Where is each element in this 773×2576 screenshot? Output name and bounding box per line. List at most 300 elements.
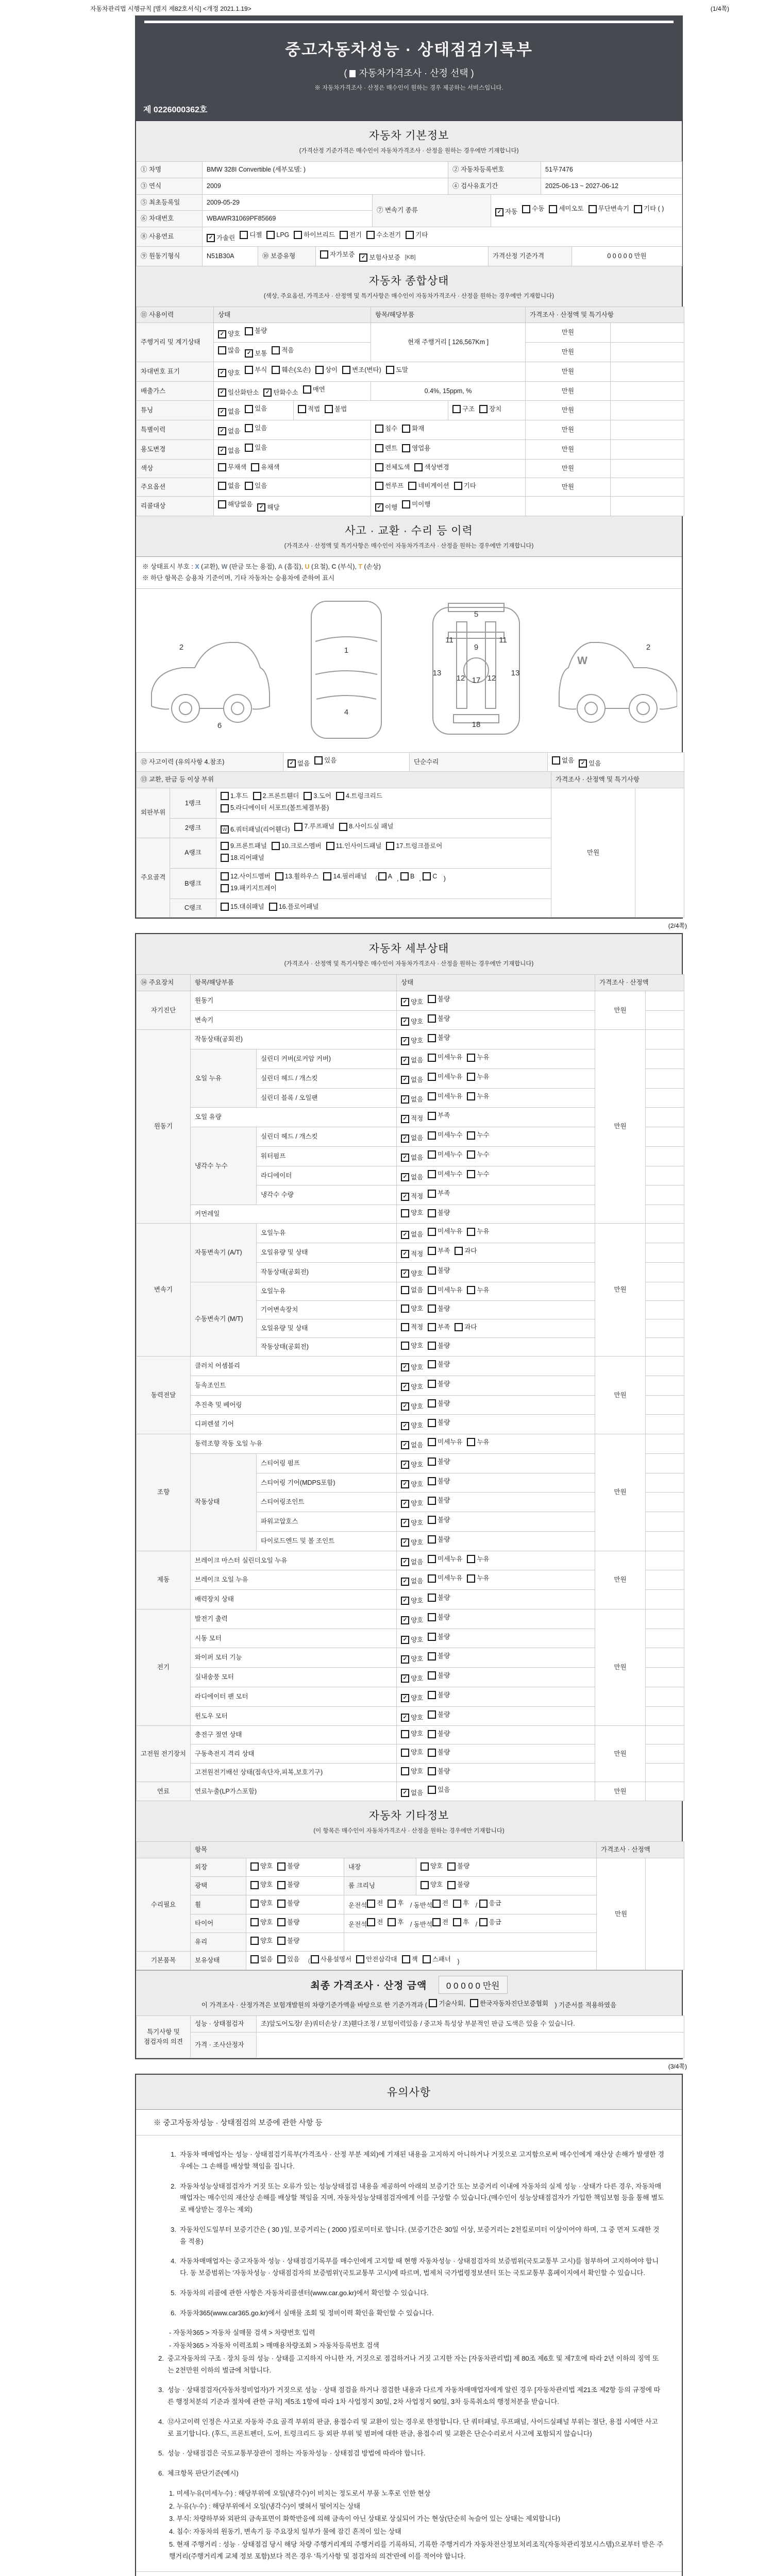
checkbox-option[interactable]	[467, 1092, 489, 1101]
checkbox-option[interactable]: ✓ 양호	[401, 1269, 423, 1279]
item-checks[interactable]	[246, 1895, 344, 1914]
checkbox-option[interactable]: ✓ 없음	[218, 446, 240, 456]
state-checks[interactable]	[397, 1453, 595, 1473]
checkbox-label: 한국자동차진단보증협회	[480, 1999, 548, 2007]
checkbox-option[interactable]	[275, 872, 319, 882]
checkbox-option[interactable]	[428, 1360, 450, 1369]
checkbox-option[interactable]: ✓ 가솔린	[207, 233, 235, 243]
transmission-type-options[interactable]	[491, 194, 682, 227]
checkbox-option[interactable]: ✓ 적정	[401, 1249, 423, 1259]
state-checks[interactable]	[397, 991, 595, 1010]
checkbox-option[interactable]: ✓ 양호	[401, 1713, 423, 1723]
checkbox-option[interactable]: ✓ 없음	[401, 1788, 423, 1798]
checkbox-option[interactable]	[467, 1130, 489, 1140]
checkbox-option[interactable]	[428, 1593, 450, 1603]
checkbox-option[interactable]	[400, 872, 414, 882]
checkbox-option[interactable]	[432, 1899, 448, 1908]
state-checks[interactable]	[397, 1493, 595, 1512]
part-label: 배력장치 상태	[191, 1590, 397, 1609]
checkbox-option[interactable]	[428, 1748, 450, 1757]
checkbox-option[interactable]	[470, 1998, 548, 2008]
checkbox-option[interactable]	[401, 1729, 423, 1739]
recall-checks[interactable]	[214, 496, 371, 516]
checkbox-option[interactable]: ✓ 양호	[401, 1616, 423, 1625]
checkbox-option[interactable]	[277, 1880, 299, 1890]
state-checks[interactable]	[397, 1127, 595, 1147]
checkbox-option[interactable]	[250, 1918, 273, 1927]
state-checks[interactable]	[397, 1088, 595, 1108]
checkbox-option[interactable]	[428, 1092, 462, 1101]
checkbox-option[interactable]	[522, 204, 544, 214]
warranty-type-options[interactable]: 자가보증 ✓ 보험사보증 [KB]	[316, 246, 489, 266]
emission-checks[interactable]	[214, 381, 371, 401]
state-checks[interactable]	[397, 1531, 595, 1551]
checkbox-option[interactable]	[428, 1014, 450, 1024]
checkbox-option[interactable]	[455, 1246, 477, 1256]
checkbox-option[interactable]	[250, 1899, 273, 1908]
checkbox-option[interactable]	[428, 1227, 462, 1236]
state-checks[interactable]	[397, 1166, 595, 1185]
checkbox-option[interactable]	[423, 872, 437, 882]
checkbox-option[interactable]: ✓ 양호	[401, 1654, 423, 1664]
special-history-detail-checks[interactable]	[371, 420, 526, 440]
checkbox-option[interactable]	[402, 424, 424, 434]
checkbox-option[interactable]	[245, 481, 267, 491]
checkbox-option[interactable]: ✓ 자동	[495, 207, 517, 217]
checkbox-option[interactable]: ✓ 일산화탄소	[218, 388, 259, 398]
state-checks[interactable]	[397, 1763, 595, 1782]
state-checks[interactable]	[397, 1395, 595, 1415]
checkbox-option[interactable]	[467, 1573, 489, 1583]
checkbox-option[interactable]	[432, 1918, 448, 1927]
checkbox-option[interactable]	[467, 1554, 489, 1564]
special-history-checks[interactable]	[214, 420, 371, 440]
checkbox-option[interactable]	[467, 1437, 489, 1447]
state-checks[interactable]	[397, 1415, 595, 1434]
checkbox-option[interactable]	[323, 872, 367, 882]
checkbox-option[interactable]	[266, 230, 289, 240]
checkbox-option[interactable]: ✓ 양호	[401, 1460, 423, 1470]
state-checks[interactable]	[397, 1300, 595, 1319]
checkbox-option[interactable]: ✓ 양호	[401, 1635, 423, 1645]
checkbox-option[interactable]	[218, 346, 240, 355]
checkbox-option[interactable]: ✓ 양호	[401, 1402, 423, 1412]
checkbox-option[interactable]	[401, 1208, 423, 1218]
state-checks[interactable]	[397, 1030, 595, 1049]
checkbox-option[interactable]	[326, 841, 382, 851]
checkbox-option[interactable]	[406, 230, 428, 240]
checkbox-option[interactable]	[634, 204, 664, 214]
main-option-checks[interactable]	[214, 478, 371, 496]
checkbox-option[interactable]	[467, 1285, 489, 1295]
state-checks[interactable]	[397, 1512, 595, 1532]
rank-a-items[interactable]	[216, 838, 551, 868]
checkbox-option[interactable]	[428, 1690, 450, 1700]
state-checks[interactable]	[397, 1473, 595, 1493]
checkbox-option[interactable]: ✓ 없음	[401, 1557, 423, 1567]
mileage-amount-checks[interactable]	[214, 343, 371, 362]
checkbox-option[interactable]: ✓ 없음	[288, 759, 310, 769]
checkbox-option[interactable]	[221, 841, 267, 851]
rank-2-items[interactable]	[216, 819, 551, 838]
checkbox-option[interactable]	[401, 1341, 423, 1351]
checkbox-option[interactable]	[356, 1955, 397, 1964]
state-checks[interactable]	[397, 1609, 595, 1629]
state-checks[interactable]	[397, 1108, 595, 1127]
checkbox-option[interactable]	[304, 791, 331, 801]
checkbox-option[interactable]: ✓ 양호	[401, 997, 423, 1007]
checkbox-option[interactable]	[428, 1785, 450, 1795]
rank-1-items[interactable]	[216, 788, 551, 819]
checkbox-option[interactable]	[467, 1170, 489, 1179]
checkbox-option[interactable]: ✓ 양호	[401, 1674, 423, 1684]
checkbox-option[interactable]: W 6.쿼터패널(리어휀다)	[221, 825, 290, 835]
checkbox-option[interactable]: ✓ 이행	[375, 503, 397, 513]
checkbox-option[interactable]	[320, 250, 355, 260]
checkbox-label: 누유	[477, 1092, 490, 1100]
checkbox-option[interactable]	[428, 1671, 450, 1681]
state-checks[interactable]	[397, 1570, 595, 1590]
checkbox-option[interactable]	[221, 791, 248, 801]
checkbox-option[interactable]	[325, 404, 347, 414]
checkbox-option[interactable]	[245, 404, 267, 414]
checkbox-option[interactable]	[250, 1880, 273, 1890]
state-checks[interactable]	[397, 1590, 595, 1609]
checkbox-option[interactable]	[428, 1515, 450, 1525]
checkbox-option[interactable]	[428, 1379, 450, 1389]
state-checks[interactable]	[397, 1726, 595, 1744]
state-checks[interactable]	[397, 1049, 595, 1069]
checkbox-option[interactable]	[428, 1111, 450, 1121]
checkbox-option[interactable]: ✓ 없음	[401, 1133, 423, 1143]
state-checks[interactable]	[397, 1282, 595, 1300]
position-checks[interactable]: 운전석 전 후 / 동반석 전 후 / 응급	[344, 1895, 597, 1914]
state-checks[interactable]	[397, 1668, 595, 1687]
checkbox-option[interactable]	[250, 1955, 273, 1964]
checkbox-option[interactable]	[401, 1285, 423, 1295]
checkbox-option[interactable]	[218, 481, 240, 491]
tuning-legal-checks[interactable]	[294, 401, 448, 420]
checkbox-option[interactable]	[386, 841, 442, 851]
state-checks[interactable]	[397, 1376, 595, 1395]
state-checks[interactable]	[397, 1010, 595, 1030]
state-checks[interactable]	[397, 1434, 595, 1454]
tuning-kind-checks[interactable]	[448, 401, 526, 420]
color-detail-checks[interactable]	[371, 459, 526, 478]
checkbox-option[interactable]	[245, 326, 267, 336]
checkbox-option[interactable]	[245, 423, 267, 433]
checkbox-option[interactable]: ✓ 양호	[401, 1499, 423, 1509]
rank-c-label: C랭크	[170, 899, 216, 918]
state-checks[interactable]	[397, 1146, 595, 1166]
checkbox-option[interactable]	[428, 1767, 450, 1776]
checkbox-option[interactable]	[452, 404, 475, 414]
etc-header: 자동차 기타정보 (이 항목은 매수인이 자동차가격조사 · 산정을 원하는 경우에만 기재합니다)	[136, 1801, 682, 1842]
checkbox-option[interactable]	[375, 481, 404, 491]
final-price-note: 이 가격조사 · 산정가격은 보험개발원의 차량기준가액을 바탕으로 한 기준가격과 ( 기술사회, 한국자동차진단보증협회 ) 기준서를 적용하였음	[136, 1998, 682, 2009]
checkbox-option[interactable]	[339, 822, 393, 832]
checkbox-option[interactable]	[245, 443, 267, 453]
checkbox-option[interactable]	[250, 1861, 273, 1871]
item-checks[interactable]	[416, 1877, 597, 1895]
checkbox-option[interactable]	[378, 872, 392, 882]
checkbox-option[interactable]	[479, 1918, 501, 1927]
checkbox-option[interactable]	[388, 1899, 404, 1908]
checkbox-option[interactable]	[479, 1899, 501, 1908]
checkbox-option[interactable]	[414, 463, 449, 472]
item-checks[interactable]	[246, 1914, 344, 1933]
checkbox-option[interactable]: ✓ 양호	[401, 1017, 423, 1027]
checkbox-label: 없음	[411, 1095, 424, 1103]
checkbox-option[interactable]	[428, 1170, 462, 1179]
vin-mark-checks[interactable]	[214, 362, 526, 381]
item-checks[interactable]	[246, 1877, 344, 1895]
checkbox-option[interactable]	[221, 803, 329, 813]
checkbox-option[interactable]: ✓ 보통	[245, 349, 267, 359]
checkbox-option[interactable]	[428, 1150, 462, 1160]
checkbox-option[interactable]	[340, 230, 362, 240]
checkbox-option[interactable]	[240, 230, 262, 240]
checkbox-option[interactable]	[218, 500, 253, 510]
state-checks[interactable]	[397, 1687, 595, 1706]
checkbox-option[interactable]	[428, 1554, 462, 1564]
usage-change-detail-checks[interactable]	[371, 439, 526, 459]
checkbox-option[interactable]	[453, 1918, 469, 1927]
checkbox-option[interactable]	[428, 1189, 450, 1198]
state-checks[interactable]	[397, 1205, 595, 1224]
checkbox-option[interactable]	[428, 994, 450, 1004]
checkbox-option[interactable]: ✓ 탄화수소	[263, 388, 298, 398]
checkbox-option[interactable]: ✓ 없음	[401, 1230, 423, 1240]
checkbox-option[interactable]	[342, 365, 381, 375]
checkbox-option[interactable]	[277, 1899, 299, 1908]
checkbox-option[interactable]: ✓ 해당	[257, 503, 279, 513]
checkbox-option[interactable]	[421, 1861, 443, 1871]
recall-detail-checks[interactable]	[371, 496, 526, 516]
checkbox-option[interactable]: ✓ 적정	[401, 1114, 423, 1124]
checkbox-option[interactable]: ✓ 양호	[218, 368, 240, 378]
checkbox-option[interactable]	[366, 230, 401, 240]
checkbox-option[interactable]	[428, 1496, 450, 1505]
checkbox-option[interactable]	[423, 1955, 451, 1964]
checkbox-option[interactable]	[250, 1936, 273, 1946]
checkbox-option[interactable]	[428, 1072, 462, 1082]
checkbox-option[interactable]: ✓ 양호	[401, 1382, 423, 1392]
simple-repair-checks[interactable]	[548, 752, 684, 772]
state-checks[interactable]	[397, 1262, 595, 1282]
holding-state-checks[interactable]: 없음 있음 （ 사용설명서 안전삼각대 잭 스패너 )	[246, 1951, 597, 1970]
checkbox-option[interactable]	[367, 1899, 383, 1908]
fuel-options[interactable]	[203, 227, 682, 247]
checkbox-option[interactable]	[428, 1246, 450, 1256]
checkbox-option[interactable]	[428, 1208, 450, 1218]
checkbox-option[interactable]	[367, 1918, 383, 1927]
checkbox-option[interactable]	[375, 463, 410, 472]
checkbox-option[interactable]	[447, 1880, 469, 1890]
checkbox-option[interactable]	[428, 1710, 450, 1720]
checkbox-option[interactable]: ✓ 없음	[401, 1095, 423, 1105]
checkbox-option[interactable]: ✓ 양호	[218, 329, 240, 339]
checkbox-option[interactable]	[428, 1535, 450, 1545]
checkbox-option[interactable]	[277, 1955, 299, 1964]
checkbox-option[interactable]	[314, 756, 337, 766]
checkbox-option[interactable]	[221, 902, 264, 912]
checkbox-option[interactable]	[402, 1955, 418, 1964]
checkbox-option[interactable]	[269, 902, 319, 912]
checkbox-option[interactable]	[467, 1053, 489, 1062]
checkbox-option[interactable]	[428, 1573, 462, 1583]
state-checks[interactable]	[397, 1782, 595, 1801]
price-cell: 만원	[526, 362, 611, 381]
checkbox-option[interactable]	[428, 1323, 450, 1332]
state-checks[interactable]	[397, 1629, 595, 1648]
checkbox-option[interactable]: ✓ 적정	[401, 1192, 423, 1201]
checkbox-option[interactable]: ✓ 있음	[579, 759, 601, 769]
checkbox-option[interactable]	[428, 1266, 450, 1276]
checkbox-option[interactable]	[401, 1748, 423, 1757]
checkbox-option[interactable]: ✓ 없음	[401, 1056, 423, 1065]
checkbox-option[interactable]	[294, 230, 334, 240]
checkbox-option[interactable]	[428, 1729, 450, 1739]
checkbox-option[interactable]	[315, 365, 338, 375]
checkbox-option[interactable]	[401, 1304, 423, 1314]
checkbox-option[interactable]	[218, 463, 246, 472]
checkbox-option[interactable]	[401, 1323, 423, 1332]
checkbox-option[interactable]	[428, 1457, 450, 1467]
checkbox-option[interactable]: ✓ 양호	[401, 1518, 423, 1528]
checkbox-option[interactable]	[428, 1130, 462, 1140]
checkbox-option[interactable]	[251, 463, 279, 472]
state-checks[interactable]	[397, 1551, 595, 1570]
accident-history-checks[interactable]	[283, 752, 410, 772]
checkbox-option[interactable]	[428, 1418, 450, 1428]
checkbox-label: 누유	[477, 1555, 490, 1563]
checkbox-option[interactable]	[303, 385, 325, 395]
checkbox-option[interactable]	[221, 872, 271, 882]
checkbox-option[interactable]	[479, 404, 501, 414]
checkbox-option[interactable]: ✓ 없음	[401, 1577, 423, 1586]
state-checks[interactable]	[397, 1706, 595, 1726]
checkbox-option[interactable]	[272, 346, 294, 355]
usage-change-checks[interactable]	[214, 439, 371, 459]
checkbox-option[interactable]	[428, 1613, 450, 1622]
checkbox-option[interactable]	[552, 756, 574, 766]
state-checks[interactable]	[397, 1648, 595, 1668]
checkbox-option[interactable]: ✓ 없음	[401, 1440, 423, 1450]
checkbox-option[interactable]: ✓ 없음	[218, 407, 240, 417]
checkbox-option[interactable]: ✓ 없음	[401, 1173, 423, 1182]
checkbox-option[interactable]	[402, 500, 430, 510]
note-cell	[646, 1127, 684, 1147]
checkbox-option[interactable]	[589, 204, 629, 214]
checkbox-option[interactable]	[298, 404, 320, 414]
checkbox-option[interactable]	[401, 1767, 423, 1776]
checkbox-option[interactable]: ✓ 없음	[401, 1075, 423, 1085]
checkbox-option[interactable]	[428, 1651, 450, 1661]
checkbox-option[interactable]	[428, 1053, 462, 1062]
checkbox-option[interactable]	[388, 1918, 404, 1927]
checkbox-option[interactable]	[245, 365, 267, 375]
checkbox-option[interactable]: ✓ 양호	[401, 1363, 423, 1372]
checkbox-option[interactable]	[402, 444, 430, 453]
state-checks[interactable]	[397, 1243, 595, 1263]
checkbox-option[interactable]	[294, 822, 334, 832]
color-checks[interactable]	[214, 459, 371, 478]
checkbox-option[interactable]	[428, 1033, 450, 1043]
checkbox-option[interactable]	[549, 204, 583, 214]
checkbox-option[interactable]: ✓ 양호	[401, 1693, 423, 1703]
checkbox-option[interactable]: ✓ 양호	[401, 1421, 423, 1431]
checkbox-option[interactable]	[428, 1304, 450, 1314]
item-checks[interactable]	[416, 1858, 597, 1877]
checkbox-option[interactable]	[277, 1918, 299, 1927]
legend-code-T: T	[358, 563, 362, 570]
checkbox-option[interactable]	[421, 1880, 443, 1890]
checkbox-option[interactable]: ✓ 없음	[218, 427, 240, 436]
checkbox-option[interactable]	[253, 791, 299, 801]
rank-c-items[interactable]	[216, 899, 551, 918]
state-checks[interactable]	[397, 1319, 595, 1337]
rank-b-items[interactable]: 12.사이드멤버 13.휠하우스 14.필러패널 （ A , B , C ) 19.패키지트레이	[216, 868, 551, 899]
checkbox-option[interactable]	[336, 791, 382, 801]
checkbox-option[interactable]	[277, 1936, 299, 1946]
item-checks[interactable]	[246, 1858, 344, 1877]
checkbox-option[interactable]	[428, 1285, 462, 1295]
checkbox-option[interactable]: ✓ 양호	[401, 1036, 423, 1046]
checkbox-option[interactable]	[428, 1399, 450, 1409]
checkbox-option[interactable]	[455, 1323, 477, 1332]
checkbox-option[interactable]	[408, 481, 449, 491]
checkbox-option[interactable]	[386, 365, 408, 375]
checkbox-option[interactable]	[272, 365, 311, 375]
checkbox-option[interactable]	[375, 444, 397, 453]
checkbox-option[interactable]: ✓ 없음	[401, 1153, 423, 1163]
state-checks[interactable]	[397, 1337, 595, 1356]
checkbox-option[interactable]	[428, 1632, 450, 1642]
mileage-state-checks[interactable]	[214, 323, 371, 343]
checkbox-option[interactable]	[467, 1150, 489, 1160]
position-checks[interactable]: 운전석 전 후 / 동반석 전 후 / 응급	[344, 1914, 597, 1933]
tuning-checks[interactable]	[214, 401, 294, 420]
checkbox-option[interactable]	[454, 481, 476, 491]
checkbox-option[interactable]: ✓ 양호	[401, 1480, 423, 1489]
state-checks[interactable]	[397, 1357, 595, 1376]
checkbox-option[interactable]	[429, 1998, 465, 2008]
checkbox-option[interactable]	[428, 1477, 450, 1486]
checkbox-option[interactable]	[272, 841, 322, 851]
checkbox-option[interactable]	[428, 1437, 462, 1447]
checkbox-option[interactable]	[311, 1955, 351, 1964]
checkbox-option[interactable]: ✓ 보험사보증	[359, 253, 400, 263]
checkbox-option[interactable]	[453, 1899, 469, 1908]
checkbox-option[interactable]	[277, 1861, 299, 1871]
checkbox-option[interactable]: ✓ 양호	[401, 1596, 423, 1606]
checkbox-option[interactable]	[221, 884, 277, 893]
state-checks[interactable]	[397, 1744, 595, 1763]
checkbox-option[interactable]	[467, 1227, 489, 1236]
state-checks[interactable]	[397, 1185, 595, 1205]
checkbox-option[interactable]	[375, 424, 397, 434]
state-checks[interactable]	[397, 1069, 595, 1088]
checkbox-option[interactable]	[221, 853, 264, 863]
checkbox-option[interactable]	[467, 1072, 489, 1082]
item-checks[interactable]	[246, 1933, 344, 1951]
checkbox-option[interactable]	[447, 1861, 469, 1871]
checkbox-option[interactable]	[428, 1341, 450, 1351]
main-option-detail-checks[interactable]	[371, 478, 526, 496]
checkbox-option[interactable]: ✓ 양호	[401, 1538, 423, 1548]
state-checks[interactable]	[397, 1224, 595, 1243]
